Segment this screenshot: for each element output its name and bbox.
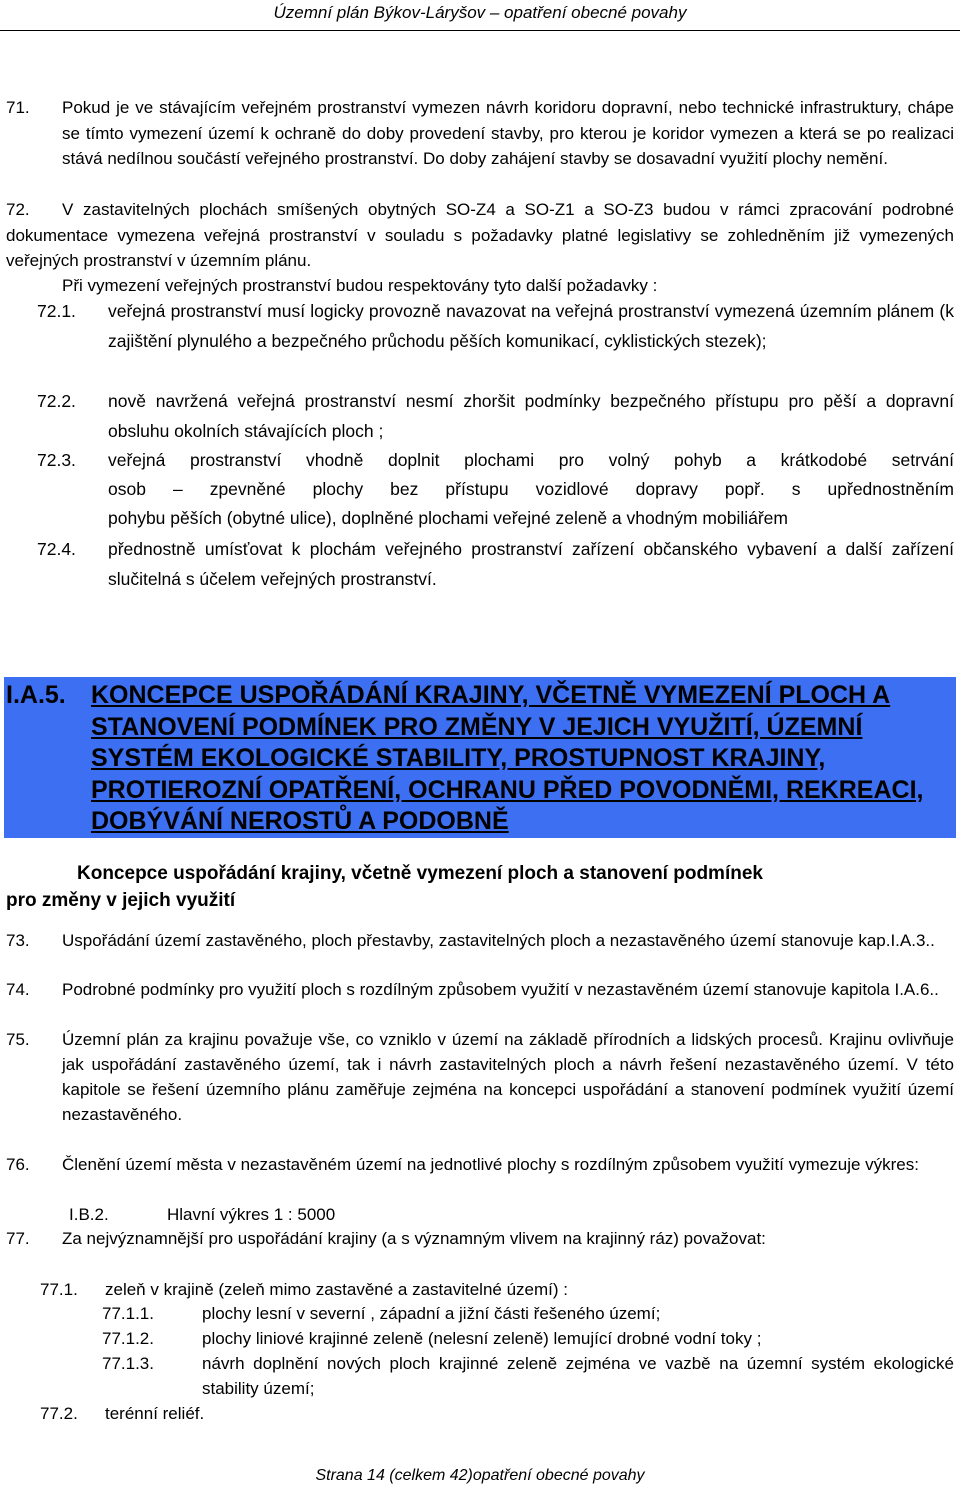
section-title: KONCEPCE USPOŘÁDÁNÍ KRAJINY, VČETNĚ VYMEZENÍ PLOCH A STANOVENÍ PODMÍNEK PRO ZMĚNY V JEJICH VYUŽITÍ, ÚZEMNÍ SYSTÉM EKOLOGICKÉ STABILITY, PROSTUPNOST KRAJINY, PROTIEROZNÍ OPATŘENÍ, OCHRANU PŘED POVODNĚMI, REKREACI, DOBÝVÁNÍ NEROSTŮ A PODOBNĚ (91, 681, 924, 835)
item-text-72-3-line1: veřejná prostranství vhodně doplnit plochami pro volný pohyb a krátkodobé setrvání (108, 450, 954, 470)
item-text-74: Podrobné podmínky pro využití ploch s rozdílným způsobem využití v nezastavěném území stanovuje kapitola I.A.6.. (62, 980, 939, 999)
drawing-reference-name: Hlavní výkres 1 : 5000 (167, 1205, 336, 1224)
item-number-72-1: 72.1. (37, 301, 76, 321)
item-text-72-4: přednostně umísťovat k plochám veřejného prostranství zařízení občanského vybavení a další zařízení slučitelná s účelem veřejných prostranství. (108, 539, 954, 589)
item-number-77-1: 77.1. (40, 1280, 78, 1299)
page-header: Územní plán Býkov-Láryšov – opatření obecné povahy (273, 3, 687, 22)
item-number-73: 73. (6, 931, 30, 950)
item-number-77-2: 77.2. (40, 1404, 78, 1423)
drawing-reference-code: I.B.2. (69, 1205, 109, 1224)
item-number-77-1-1: 77.1.1. (102, 1304, 154, 1323)
item-text-75: Územní plán za krajinu považuje vše, co vzniklo v území na základě přírodních a lidských procesů. Krajinu ovlivňuje jak uspořádání zastavěného území, tak i návrh zastavitelných ploch a návrh řešení nezastavěného území. V této kapitole se řešení územního plánu zaměřuje zejména na koncepci uspořádání a stanovení podmínek využití území nezastavěného. (62, 1030, 954, 1124)
item-text-71: Pokud je ve stávajícím veřejném prostranství vymezen návrh koridoru dopravní, nebo technické infrastruktury, chápe se tímto vymezení území k ochraně do doby provedení stavby, pro kterou je koridor vymezen a která se po realizaci stává nedílnou součástí veřejného prostranství. Do doby zahájení stavby se dosavadní využití plochy nemění. (62, 98, 954, 168)
item-number-72: 72. (6, 200, 30, 219)
item-number-77-1-3: 77.1.3. (102, 1354, 154, 1373)
item-text-77-1-3: návrh doplnění nových ploch krajinné zeleně zejména ve vazbě na územní systém ekologické stability území; (202, 1354, 954, 1398)
item-text-76: Členění území města v nezastavěném území na jednotlivé plochy s rozdílným způsobem využití vymezuje výkres: (62, 1155, 919, 1174)
item-text-77-1-2: plochy liniové krajinné zeleně (nelesní zeleně) lemující drobné vodní toky ; (202, 1329, 762, 1348)
item-text-72: V zastavitelných plochách smíšených obytných SO-Z4 a SO-Z1 a SO-Z3 budou v rámci zpracování podrobné dokumentace vymezena veřejná prostranství v souladu s požadavky platné legislativy se zohledněním již vymezených veřejných prostranství v územním plánu. (6, 200, 954, 270)
item-number-72-4: 72.4. (37, 539, 76, 559)
item-number-76: 76. (6, 1155, 30, 1174)
item-number-77: 77. (6, 1229, 30, 1248)
item-text-72-1: veřejná prostranství musí logicky provozně navazovat na veřejná prostranství vymezená územním plánem (k zajištění plynulého a bezpečného průchodu pěších komunikací, cyklistických stezek); (108, 301, 954, 351)
subheading-line2: pro změny v jejich využití (6, 890, 236, 911)
item-text-73: Uspořádání území zastavěného, ploch přestavby, zastavitelných ploch a nezastavěného území stanovuje kap.I.A.3.. (62, 931, 935, 950)
item-number-72-2: 72.2. (37, 391, 76, 411)
item-number-74: 74. (6, 980, 30, 999)
header-divider (0, 30, 960, 31)
item-text-72-3-line2: osob – zpevněné plochy bez přístupu vozidlové dopravy popř. s upřednostněním (108, 479, 954, 499)
item-text-77-2: terénní reliéf. (105, 1404, 205, 1423)
item-number-77-1-2: 77.1.2. (102, 1329, 154, 1348)
item-text-72-requirements: Při vymezení veřejných prostranství budou respektovány tyto další požadavky : (62, 276, 658, 295)
item-number-72-3: 72.3. (37, 450, 76, 470)
page-footer: Strana 14 (celkem 42)opatření obecné povahy (315, 1467, 645, 1484)
item-text-72-2: nově navržená veřejná prostranství nesmí zhoršit podmínky bezpečného přístupu pro pěší a dopravní obsluhu okolních stávajících ploch ; (108, 391, 954, 441)
item-number-75: 75. (6, 1030, 30, 1049)
item-text-77-1: zeleň v krajině (zeleň mimo zastavěné a zastavitelné území) : (105, 1280, 568, 1299)
item-text-72-3-line3: pohybu pěších (obytné ulice), doplněné plochami veřejné zeleně a vhodným mobiliářem (108, 508, 788, 528)
item-number-71: 71. (6, 98, 30, 117)
item-text-77: Za nejvýznamnější pro uspořádání krajiny (a s významným vlivem na krajinný ráz) považovat: (62, 1229, 766, 1248)
subheading-line1: Koncepce uspořádání krajiny, včetně vymezení ploch a stanovení podmínek (77, 863, 763, 884)
item-text-77-1-1: plochy lesní v severní , západní a jižní části řešeného území; (202, 1304, 661, 1323)
section-number: I.A.5. (6, 681, 66, 709)
